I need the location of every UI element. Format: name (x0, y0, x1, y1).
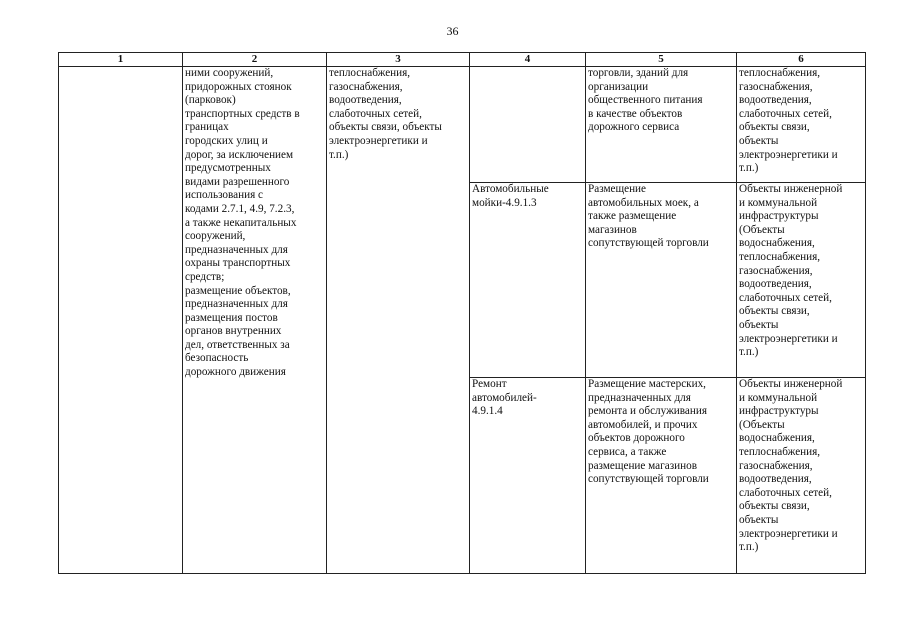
cell-col2-description: ними сооружений, придорожных стоянок (парковок) транспортных средств в границах городских улиц и дорог, за исключением предусмотренных видами разрешенного использования с кодами 2.7.1, 4.9, 7.2.3, а также некапитальных сооружений, предназначенных для охраны транспортных средств; размещение объектов, предназначенных для размещения постов органов внутренних дел, ответственных за безопасность дорожного движения (183, 67, 327, 574)
cell-row3-col6: Объекты инженерной и коммунальной инфраструктуры (Объекты водоснабжения, теплоснабжения, газоснабжения, водоотведения, слаботочных сетей, объекты связи, объекты электроэнергетики и т.п.) (737, 378, 866, 574)
cell-row2-col6: Объекты инженерной и коммунальной инфраструктуры (Объекты водоснабжения, теплоснабжения, газоснабжения, водоотведения, слаботочных сетей, объекты связи, объекты электроэнергетики и т.п.) (737, 183, 866, 378)
cell-col1 (59, 67, 183, 574)
cell-row3-col5: Размещение мастерских, предназначенных для ремонта и обслуживания автомобилей, и прочих объектов дорожного сервиса, а также размещение магазинов сопутствующей торговли (586, 378, 737, 574)
cell-row1-col5: торговли, зданий для организации общественного питания в качестве объектов дорожного сервиса (586, 67, 737, 183)
column-header-5: 5 (586, 53, 737, 67)
cell-row1-col4 (470, 67, 586, 183)
cell-row2-col5: Размещение автомобильных моек, а также размещение магазинов сопутствующей торговли (586, 183, 737, 378)
cell-row2-col4: Автомобильные мойки-4.9.1.3 (470, 183, 586, 378)
column-header-1: 1 (59, 53, 183, 67)
cell-col3-infrastructure: теплоснабжения, газоснабжения, водоотведения, слаботочных сетей, объекты связи, объекты электроэнергетики и т.п.) (327, 67, 470, 574)
column-header-6: 6 (737, 53, 866, 67)
column-header-3: 3 (327, 53, 470, 67)
cell-row3-col4: Ремонт автомобилей- 4.9.1.4 (470, 378, 586, 574)
column-header-2: 2 (183, 53, 327, 67)
land-use-table (58, 52, 866, 574)
column-header-4: 4 (470, 53, 586, 67)
table-header-row (59, 53, 866, 67)
page-number: 36 (446, 24, 459, 38)
cell-row1-col6: теплоснабжения, газоснабжения, водоотведения, слаботочных сетей, объекты связи, объекты электроэнергетики и т.п.) (737, 67, 866, 183)
table-row (59, 67, 866, 183)
